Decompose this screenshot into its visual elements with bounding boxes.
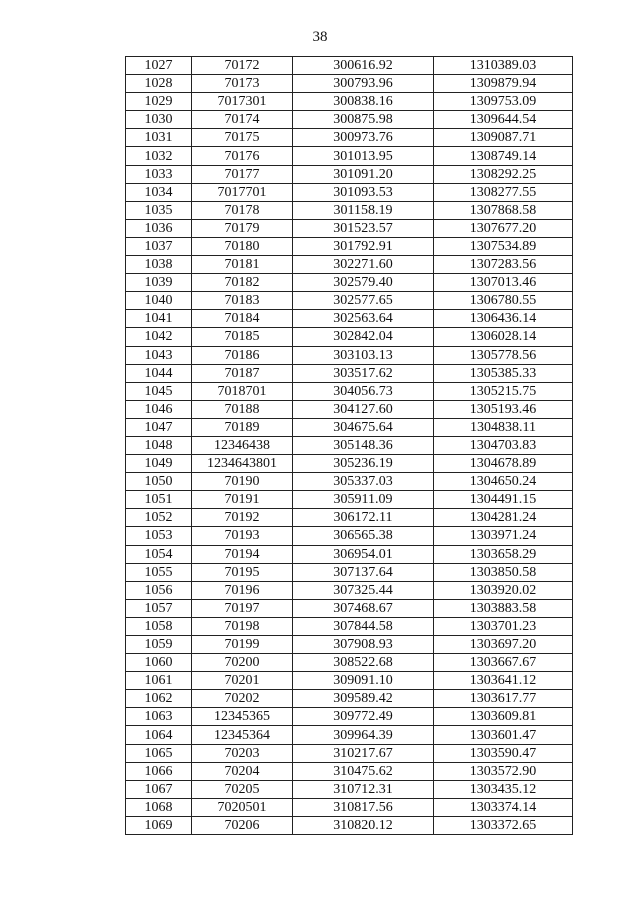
table-row (126, 744, 573, 762)
x-coordinate-cell: 300875.98 (293, 111, 434, 129)
y-coordinate-cell: 1305385.33 (434, 364, 573, 382)
point-index-cell: 1030 (126, 111, 192, 129)
point-id-cell: 70181 (192, 256, 293, 274)
x-coordinate-cell: 301523.57 (293, 219, 434, 237)
point-index-cell: 1041 (126, 310, 192, 328)
x-coordinate-cell: 306565.38 (293, 527, 434, 545)
point-index-cell: 1031 (126, 129, 192, 147)
point-index-cell: 1065 (126, 744, 192, 762)
y-coordinate-cell: 1307283.56 (434, 256, 573, 274)
table-row (126, 672, 573, 690)
table-row (126, 57, 573, 75)
y-coordinate-cell: 1305778.56 (434, 346, 573, 364)
y-coordinate-cell: 1309644.54 (434, 111, 573, 129)
point-index-cell: 1055 (126, 563, 192, 581)
table-row (126, 599, 573, 617)
table-row (126, 219, 573, 237)
x-coordinate-cell: 304127.60 (293, 400, 434, 418)
x-coordinate-cell: 302842.04 (293, 328, 434, 346)
y-coordinate-cell: 1303697.20 (434, 636, 573, 654)
y-coordinate-cell: 1303701.23 (434, 617, 573, 635)
point-id-cell: 70182 (192, 274, 293, 292)
y-coordinate-cell: 1304838.11 (434, 418, 573, 436)
point-id-cell: 70206 (192, 816, 293, 834)
x-coordinate-cell: 305911.09 (293, 491, 434, 509)
point-id-cell: 70178 (192, 201, 293, 219)
point-index-cell: 1034 (126, 183, 192, 201)
x-coordinate-cell: 301091.20 (293, 165, 434, 183)
table-row (126, 93, 573, 111)
point-index-cell: 1054 (126, 545, 192, 563)
table-row (126, 400, 573, 418)
x-coordinate-cell: 307844.58 (293, 617, 434, 635)
point-id-cell: 70193 (192, 527, 293, 545)
x-coordinate-cell: 303517.62 (293, 364, 434, 382)
y-coordinate-cell: 1305215.75 (434, 382, 573, 400)
x-coordinate-cell: 301158.19 (293, 201, 434, 219)
y-coordinate-cell: 1306436.14 (434, 310, 573, 328)
x-coordinate-cell: 309589.42 (293, 690, 434, 708)
y-coordinate-cell: 1309753.09 (434, 93, 573, 111)
point-index-cell: 1037 (126, 237, 192, 255)
point-id-cell: 70172 (192, 57, 293, 75)
point-index-cell: 1062 (126, 690, 192, 708)
point-index-cell: 1036 (126, 219, 192, 237)
table-row (126, 654, 573, 672)
point-index-cell: 1053 (126, 527, 192, 545)
table-row (126, 708, 573, 726)
x-coordinate-cell: 301792.91 (293, 237, 434, 255)
point-id-cell: 70183 (192, 292, 293, 310)
point-index-cell: 1060 (126, 654, 192, 672)
point-id-cell: 70197 (192, 599, 293, 617)
x-coordinate-cell: 304675.64 (293, 418, 434, 436)
point-index-cell: 1049 (126, 455, 192, 473)
table-row (126, 798, 573, 816)
y-coordinate-cell: 1306780.55 (434, 292, 573, 310)
table-row (126, 111, 573, 129)
x-coordinate-cell: 302577.65 (293, 292, 434, 310)
point-index-cell: 1050 (126, 473, 192, 491)
table-row (126, 183, 573, 201)
point-index-cell: 1063 (126, 708, 192, 726)
point-index-cell: 1067 (126, 780, 192, 798)
x-coordinate-cell: 302579.40 (293, 274, 434, 292)
y-coordinate-cell: 1307013.46 (434, 274, 573, 292)
point-index-cell: 1052 (126, 509, 192, 527)
y-coordinate-cell: 1308277.55 (434, 183, 573, 201)
table-row (126, 726, 573, 744)
y-coordinate-cell: 1303850.58 (434, 563, 573, 581)
y-coordinate-cell: 1303435.12 (434, 780, 573, 798)
point-id-cell: 70179 (192, 219, 293, 237)
y-coordinate-cell: 1310389.03 (434, 57, 573, 75)
x-coordinate-cell: 310217.67 (293, 744, 434, 762)
point-index-cell: 1027 (126, 57, 192, 75)
x-coordinate-cell: 302271.60 (293, 256, 434, 274)
table-row (126, 545, 573, 563)
table-row (126, 473, 573, 491)
x-coordinate-cell: 301093.53 (293, 183, 434, 201)
x-coordinate-cell: 300793.96 (293, 75, 434, 93)
point-index-cell: 1047 (126, 418, 192, 436)
point-index-cell: 1039 (126, 274, 192, 292)
x-coordinate-cell: 300616.92 (293, 57, 434, 75)
table-row (126, 636, 573, 654)
y-coordinate-cell: 1303372.65 (434, 816, 573, 834)
table-row (126, 690, 573, 708)
y-coordinate-cell: 1303374.14 (434, 798, 573, 816)
y-coordinate-cell: 1304678.89 (434, 455, 573, 473)
point-id-cell: 1234643801 (192, 455, 293, 473)
y-coordinate-cell: 1307868.58 (434, 201, 573, 219)
table-row (126, 237, 573, 255)
point-index-cell: 1068 (126, 798, 192, 816)
table-row (126, 455, 573, 473)
table-row (126, 256, 573, 274)
x-coordinate-cell: 305337.03 (293, 473, 434, 491)
point-id-cell: 70186 (192, 346, 293, 364)
x-coordinate-cell: 307468.67 (293, 599, 434, 617)
point-id-cell: 70205 (192, 780, 293, 798)
point-id-cell: 70175 (192, 129, 293, 147)
point-id-cell: 7017301 (192, 93, 293, 111)
table-row (126, 780, 573, 798)
point-id-cell: 70189 (192, 418, 293, 436)
y-coordinate-cell: 1303667.67 (434, 654, 573, 672)
table-row (126, 436, 573, 454)
table-row (126, 509, 573, 527)
point-index-cell: 1035 (126, 201, 192, 219)
y-coordinate-cell: 1308292.25 (434, 165, 573, 183)
page-number: 38 (312, 29, 328, 45)
y-coordinate-cell: 1303971.24 (434, 527, 573, 545)
x-coordinate-cell: 307137.64 (293, 563, 434, 581)
y-coordinate-cell: 1303641.12 (434, 672, 573, 690)
y-coordinate-cell: 1306028.14 (434, 328, 573, 346)
point-id-cell: 70202 (192, 690, 293, 708)
point-index-cell: 1059 (126, 636, 192, 654)
table-row (126, 201, 573, 219)
point-id-cell: 12346438 (192, 436, 293, 454)
point-id-cell: 70174 (192, 111, 293, 129)
table-row (126, 563, 573, 581)
point-id-cell: 70203 (192, 744, 293, 762)
table-row (126, 364, 573, 382)
table-body (126, 57, 573, 835)
x-coordinate-cell: 306172.11 (293, 509, 434, 527)
table-row (126, 491, 573, 509)
table-row (126, 816, 573, 834)
point-id-cell: 70188 (192, 400, 293, 418)
y-coordinate-cell: 1308749.14 (434, 147, 573, 165)
point-id-cell: 70199 (192, 636, 293, 654)
point-id-cell: 70198 (192, 617, 293, 635)
point-index-cell: 1038 (126, 256, 192, 274)
table-row (126, 581, 573, 599)
x-coordinate-cell: 310712.31 (293, 780, 434, 798)
y-coordinate-cell: 1304650.24 (434, 473, 573, 491)
x-coordinate-cell: 302563.64 (293, 310, 434, 328)
table-row (126, 527, 573, 545)
point-id-cell: 12345364 (192, 726, 293, 744)
point-index-cell: 1028 (126, 75, 192, 93)
coordinates-table (125, 56, 573, 835)
table-row (126, 75, 573, 93)
point-id-cell: 70176 (192, 147, 293, 165)
table-row (126, 274, 573, 292)
point-id-cell: 70201 (192, 672, 293, 690)
y-coordinate-cell: 1303601.47 (434, 726, 573, 744)
point-id-cell: 7018701 (192, 382, 293, 400)
y-coordinate-cell: 1303609.81 (434, 708, 573, 726)
x-coordinate-cell: 309964.39 (293, 726, 434, 744)
point-index-cell: 1044 (126, 364, 192, 382)
x-coordinate-cell: 305236.19 (293, 455, 434, 473)
y-coordinate-cell: 1309879.94 (434, 75, 573, 93)
point-id-cell: 70200 (192, 654, 293, 672)
y-coordinate-cell: 1303572.90 (434, 762, 573, 780)
point-index-cell: 1057 (126, 599, 192, 617)
y-coordinate-cell: 1305193.46 (434, 400, 573, 418)
point-index-cell: 1058 (126, 617, 192, 635)
point-index-cell: 1064 (126, 726, 192, 744)
point-index-cell: 1040 (126, 292, 192, 310)
table-row (126, 346, 573, 364)
point-index-cell: 1061 (126, 672, 192, 690)
point-index-cell: 1032 (126, 147, 192, 165)
y-coordinate-cell: 1303920.02 (434, 581, 573, 599)
point-index-cell: 1043 (126, 346, 192, 364)
point-id-cell: 12345365 (192, 708, 293, 726)
x-coordinate-cell: 304056.73 (293, 382, 434, 400)
point-id-cell: 70195 (192, 563, 293, 581)
point-id-cell: 70184 (192, 310, 293, 328)
y-coordinate-cell: 1304703.83 (434, 436, 573, 454)
y-coordinate-cell: 1303883.58 (434, 599, 573, 617)
point-id-cell: 70204 (192, 762, 293, 780)
x-coordinate-cell: 307325.44 (293, 581, 434, 599)
x-coordinate-cell: 310475.62 (293, 762, 434, 780)
point-id-cell: 70196 (192, 581, 293, 599)
y-coordinate-cell: 1303658.29 (434, 545, 573, 563)
point-id-cell: 7020501 (192, 798, 293, 816)
table-row (126, 328, 573, 346)
y-coordinate-cell: 1303590.47 (434, 744, 573, 762)
point-id-cell: 70173 (192, 75, 293, 93)
x-coordinate-cell: 301013.95 (293, 147, 434, 165)
point-id-cell: 70190 (192, 473, 293, 491)
point-index-cell: 1045 (126, 382, 192, 400)
point-index-cell: 1033 (126, 165, 192, 183)
point-index-cell: 1029 (126, 93, 192, 111)
x-coordinate-cell: 308522.68 (293, 654, 434, 672)
x-coordinate-cell: 310820.12 (293, 816, 434, 834)
x-coordinate-cell: 305148.36 (293, 436, 434, 454)
point-index-cell: 1056 (126, 581, 192, 599)
table-row (126, 382, 573, 400)
point-index-cell: 1066 (126, 762, 192, 780)
y-coordinate-cell: 1303617.77 (434, 690, 573, 708)
table-row (126, 147, 573, 165)
y-coordinate-cell: 1304281.24 (434, 509, 573, 527)
y-coordinate-cell: 1307677.20 (434, 219, 573, 237)
point-id-cell: 70192 (192, 509, 293, 527)
point-index-cell: 1069 (126, 816, 192, 834)
point-id-cell: 7017701 (192, 183, 293, 201)
table-row (126, 310, 573, 328)
point-index-cell: 1048 (126, 436, 192, 454)
y-coordinate-cell: 1304491.15 (434, 491, 573, 509)
table-row (126, 617, 573, 635)
x-coordinate-cell: 300838.16 (293, 93, 434, 111)
table-row (126, 129, 573, 147)
x-coordinate-cell: 303103.13 (293, 346, 434, 364)
x-coordinate-cell: 307908.93 (293, 636, 434, 654)
x-coordinate-cell: 309091.10 (293, 672, 434, 690)
point-id-cell: 70180 (192, 237, 293, 255)
table-row (126, 762, 573, 780)
x-coordinate-cell: 306954.01 (293, 545, 434, 563)
table-row (126, 418, 573, 436)
x-coordinate-cell: 310817.56 (293, 798, 434, 816)
point-id-cell: 70177 (192, 165, 293, 183)
x-coordinate-cell: 300973.76 (293, 129, 434, 147)
table-row (126, 292, 573, 310)
table-row (126, 165, 573, 183)
point-index-cell: 1051 (126, 491, 192, 509)
y-coordinate-cell: 1307534.89 (434, 237, 573, 255)
point-id-cell: 70185 (192, 328, 293, 346)
point-id-cell: 70187 (192, 364, 293, 382)
y-coordinate-cell: 1309087.71 (434, 129, 573, 147)
point-index-cell: 1042 (126, 328, 192, 346)
point-index-cell: 1046 (126, 400, 192, 418)
point-id-cell: 70194 (192, 545, 293, 563)
x-coordinate-cell: 309772.49 (293, 708, 434, 726)
point-id-cell: 70191 (192, 491, 293, 509)
